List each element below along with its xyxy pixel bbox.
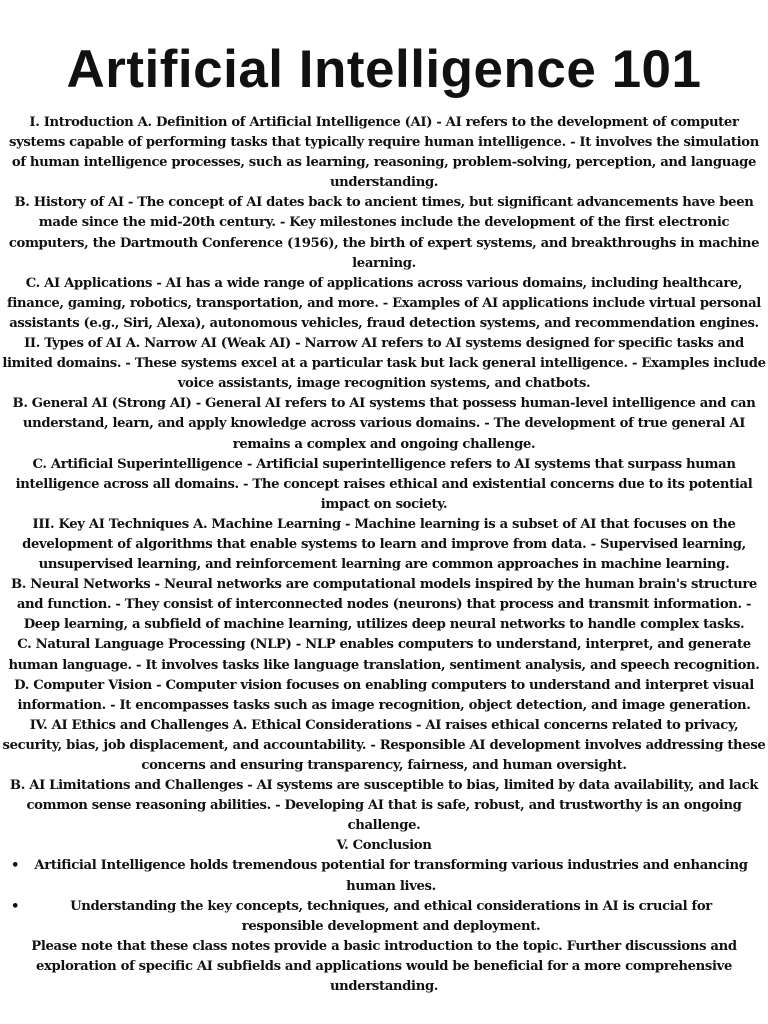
list-item bbox=[2, 856, 766, 896]
section-techniques-neural-networks: B. Neural Networks - Neural networks are computational models inspired by the human brain's structure and function. - They consist of interconnected nodes (neurons) that process and transmit information. - Deep learning, a subfield of machine learning, utilizes deep neural networks to handle complex tasks. bbox=[11, 577, 757, 633]
document-title: Artificial Intelligence 101 bbox=[66, 40, 702, 99]
bullet-icon: • bbox=[10, 898, 20, 914]
conclusion-bullet-list bbox=[2, 856, 766, 936]
closing-note: Please note that these class notes provide a basic introduction to the topic. Further discussions and exploration of specific AI subfields and applications would be beneficial for a more comprehensive understanding. bbox=[31, 938, 737, 995]
section-intro-applications: C. AI Applications - AI has a wide range of applications across various domains, including healthcare, finance, gaming, robotics, transportation, and more. - Examples of AI applications include virtual personal assistants (e.g., Siri, Alexa), autonomous vehicles, fraud detection systems, and recommendation engines. bbox=[7, 275, 761, 331]
bullet-text: Understanding the key concepts, techniques, and ethical considerations in AI is crucial for responsible development and deployment. bbox=[70, 898, 712, 934]
section-intro-history: B. History of AI - The concept of AI dates back to ancient times, but significant advancements have been made since the mid-20th century. - Key milestones include the development of the first electronic computers, the Dartmouth Conference (1956), the birth of expert systems, and breakthroughs in machine learning. bbox=[8, 195, 760, 271]
section-ethics-limitations: B. AI Limitations and Challenges - AI systems are susceptible to bias, limited by data availability, and lack common sense reasoning abilities. - Developing AI that is safe, robust, and trustworthy is an ongoing challenge. bbox=[9, 778, 759, 834]
bullet-text: Artificial Intelligence holds tremendous potential for transforming various industries and enhancing human lives. bbox=[34, 858, 748, 894]
bullet-icon: • bbox=[10, 858, 20, 874]
section-conclusion-heading: V. Conclusion bbox=[336, 838, 432, 854]
section-techniques-computer-vision: D. Computer Vision - Computer vision focuses on enabling computers to understand and interpret visual information. - It encompasses tasks such as image recognition, object detection, and image generation. bbox=[14, 677, 754, 713]
section-techniques-nlp: C. Natural Language Processing (NLP) - NLP enables computers to understand, interpret, and generate human language. - It involves tasks like language translation, sentiment analysis, and speech recognition. bbox=[8, 637, 760, 673]
section-types-superintelligence: C. Artificial Superintelligence - Artificial superintelligence refers to AI systems that surpass human intelligence across all domains. - The concept raises ethical and existential concerns due to its potential impact on society. bbox=[15, 456, 753, 512]
list-item bbox=[2, 897, 766, 937]
section-types-general-ai: B. General AI (Strong AI) - General AI refers to AI systems that possess human-level intelligence and can understand, learn, and apply knowledge across various domains. - The development of true general AI remains a complex and ongoing challenge. bbox=[12, 396, 756, 452]
section-intro-definition: I. Introduction A. Definition of Artificial Intelligence (AI) - AI refers to the development of computer systems capable of performing tasks that typically require human intelligence. - It involves the simulation of human intelligence processes, such as learning, reasoning, problem-solving, perception, and language understanding. bbox=[9, 115, 759, 191]
section-techniques-machine-learning: III. Key AI Techniques A. Machine Learning - Machine learning is a subset of AI that focuses on the development of algorithms that enable systems to learn and improve from data. - Supervised learning, unsupervised learning, and reinforcement learning are common approaches in machine learning. bbox=[22, 516, 746, 573]
section-ethics-considerations: IV. AI Ethics and Challenges A. Ethical Considerations - AI raises ethical concerns related to privacy, security, bias, job displacement, and accountability. - Responsible AI development involves addressing these concerns and ensuring transparency, fairness, and human oversight. bbox=[2, 717, 766, 773]
section-types-narrow-ai: II. Types of AI A. Narrow AI (Weak AI) - Narrow AI refers to AI systems designed for specific tasks and limited domains. - These systems excel at a particular task but lack general intelligence. - Examples include voice assistants, image recognition systems, and chatbots. bbox=[2, 336, 766, 392]
document-body bbox=[2, 113, 766, 997]
